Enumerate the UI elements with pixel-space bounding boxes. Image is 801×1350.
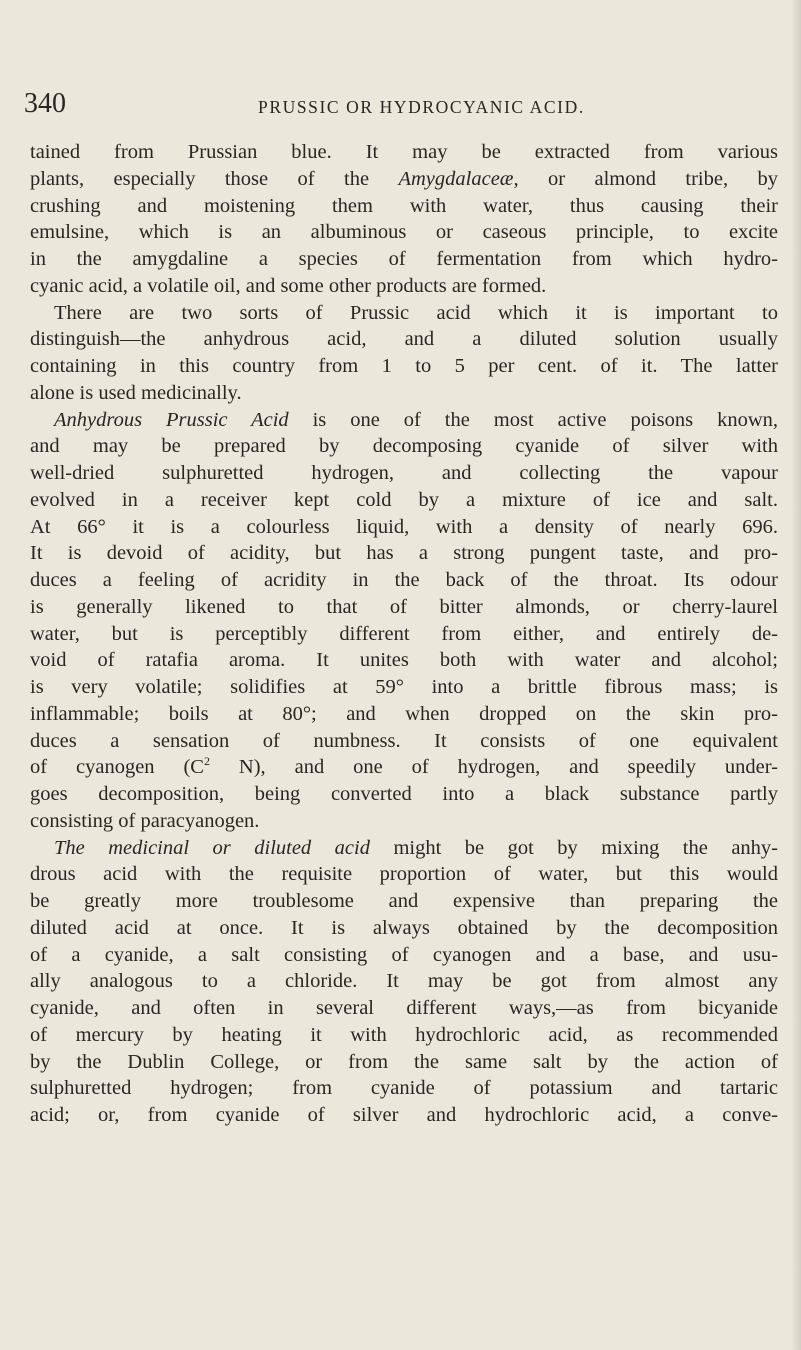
text-line: acid; or, from cyanide of silver and hydrochloric acid, a conve-: [30, 1104, 778, 1126]
text-line: At 66° it is a colourless liquid, with a density of nearly 696.: [30, 515, 778, 538]
paragraph-3: [30, 407, 778, 835]
text-fragment: or almond tribe, by: [518, 167, 778, 190]
text-line: water, but is perceptibly different from either, and entirely de-: [30, 622, 778, 645]
text-line: There are two sorts of Prussic acid which it is important to: [54, 301, 778, 324]
text-line: [30, 835, 778, 862]
text-line: is generally likened to that of bitter almonds, or cherry-laurel: [30, 595, 778, 618]
text-line: [30, 166, 778, 193]
text-line: It is devoid of acidity, but has a strong pungent taste, and pro-: [30, 542, 778, 565]
text-line: cyanide, and often in several different ways,—as from bicyanide: [30, 997, 778, 1019]
text-line: [30, 754, 778, 781]
text-fragment: plants, especially those of the: [30, 167, 399, 190]
text-line: tained from Prussian blue. It may be extracted from various: [30, 141, 778, 163]
page-header: [0, 88, 801, 128]
text-line: containing in this country from 1 to 5 per cent. of it. The latter: [30, 355, 778, 377]
text-fragment: might be got by mixing the anhy-: [369, 836, 778, 859]
text-line: ally analogous to a chloride. It may be got from almost any: [30, 970, 778, 993]
text-line: of a cyanide, a salt consisting of cyanogen and a base, and usu-: [30, 943, 778, 966]
text-line: distinguish—the anhydrous acid, and a diluted solution usually: [30, 328, 778, 351]
italic-term: Amygdalaceæ,: [398, 167, 519, 190]
paragraph-1: [30, 139, 778, 300]
text-line: be greatly more troublesome and expensive than preparing the: [30, 890, 778, 912]
text-line: alone is used medicinally.: [30, 381, 242, 404]
italic-heading: The medicinal or diluted acid: [54, 836, 370, 859]
text-line: by the Dublin College, or from the same salt by the action of: [30, 1050, 778, 1073]
text-line: in the amygdaline a species of fermentation from which hydro-: [30, 248, 778, 270]
italic-heading: Anhydrous Prussic Acid: [54, 408, 289, 431]
text-line: duces a sensation of numbness. It consists of one equivalent: [30, 729, 778, 752]
body-text: [30, 139, 778, 1129]
running-head: PRUSSIC OR HYDROCYANIC ACID.: [258, 97, 585, 117]
text-line: consisting of paracyanogen.: [30, 809, 260, 832]
text-line: well-dried sulphuretted hydrogen, and collecting the vapour: [30, 462, 778, 484]
text-line: inflammable; boils at 80°; and when dropped on the skin pro-: [30, 702, 778, 725]
text-line: is very volatile; solidifies at 59° into a brittle fibrous mass; is: [30, 676, 778, 698]
text-line: duces a feeling of acridity in the back of the throat. Its odour: [30, 569, 778, 591]
text-line: emulsine, which is an albuminous or caseous principle, to excite: [30, 221, 778, 244]
superscript: 2: [203, 754, 210, 769]
text-fragment: is one of the most active poisons known,: [288, 408, 778, 431]
text-line: evolved in a receiver kept cold by a mixture of ice and salt.: [30, 488, 778, 511]
paragraph-4: [30, 835, 778, 1129]
text-line: and may be prepared by decomposing cyanide of silver with: [30, 435, 778, 458]
text-line: void of ratafia aroma. It unites both with water and alcohol;: [30, 649, 778, 672]
text-line: of mercury by heating it with hydrochloric acid, as recommended: [30, 1023, 778, 1046]
text-fragment: N), and one of hydrogen, and speedily under-: [209, 756, 778, 779]
paragraph-2: [30, 300, 778, 407]
text-line: sulphuretted hydrogen; from cyanide of potassium and tartaric: [30, 1077, 778, 1100]
text-line: crushing and moistening them with water, thus causing their: [30, 194, 778, 217]
text-line: cyanic acid, a volatile oil, and some other products are formed.: [30, 274, 547, 297]
page-edge-shadow: [791, 0, 801, 1350]
text-line: goes decomposition, being converted into a black substance partly: [30, 783, 778, 805]
page-number: 340: [24, 88, 66, 119]
text-line: drous acid with the requisite proportion of water, but this would: [30, 863, 778, 886]
text-line: diluted acid at once. It is always obtained by the decomposition: [30, 916, 778, 939]
text-line: [30, 407, 778, 434]
text-fragment: of cyanogen (C: [30, 756, 204, 779]
